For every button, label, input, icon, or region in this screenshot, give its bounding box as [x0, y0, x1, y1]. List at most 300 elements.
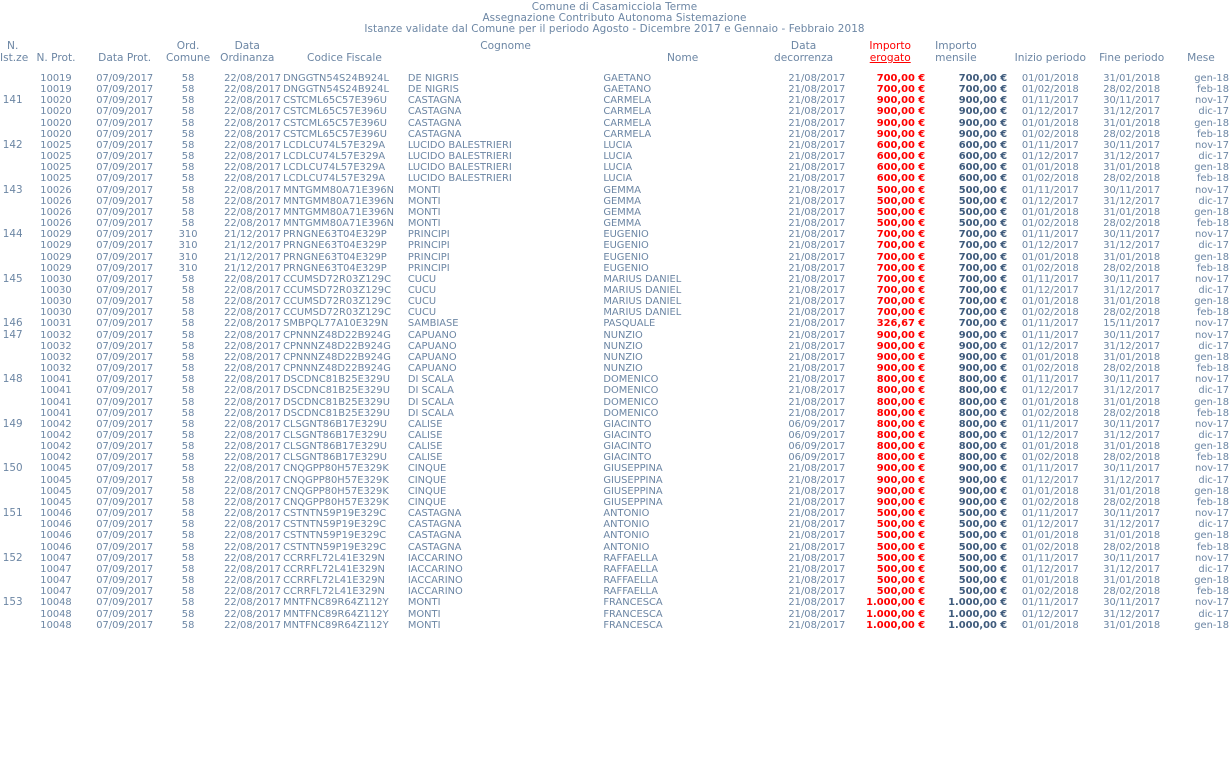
cell-data-prot: 07/09/2017 — [96, 329, 154, 341]
cell-inizio-periodo: 01/02/2018 — [1021, 128, 1079, 140]
cell-fine-periodo: 30/11/2017 — [1103, 418, 1161, 430]
cell-importo-mensile: 600,00 € — [958, 173, 1008, 185]
cell-n-istanze — [0, 118, 25, 129]
cell-n-prot: 10046 — [40, 541, 72, 553]
cell-mese: feb-18 — [1197, 307, 1229, 319]
col-inizio-periodo: Inizio periodo — [1014, 52, 1086, 64]
cell-mese: nov-17 — [1194, 418, 1229, 430]
cell-data-ordinanza: 22/08/2017 — [224, 374, 282, 386]
cell-data-decorrenza: 21/08/2017 — [788, 162, 846, 174]
cell-fine-periodo: 28/02/2018 — [1103, 262, 1161, 274]
cell-data-prot: 07/09/2017 — [96, 508, 154, 520]
cell-n-prot: 10047 — [40, 563, 72, 575]
cell-codice-fiscale: PRNGNE63T04E329P — [283, 229, 387, 241]
cell-mese: nov-17 — [1194, 508, 1229, 520]
cell-importo-erogato: 600,00 € — [876, 162, 926, 174]
cell-codice-fiscale: CPNNNZ48D22B924G — [283, 340, 391, 352]
cell-data-prot: 07/09/2017 — [96, 240, 154, 252]
cell-data-ordinanza: 22/08/2017 — [224, 117, 282, 129]
table-row — [0, 553, 1229, 564]
cell-n-prot: 10019 — [40, 73, 72, 84]
cell-importo-mensile: 900,00 € — [958, 117, 1008, 129]
cell-nome: LUCIA — [603, 139, 633, 151]
cell-cognome: DE NIGRIS — [407, 84, 459, 96]
cell-data-decorrenza: 21/08/2017 — [788, 173, 846, 185]
cell-data-ordinanza: 22/08/2017 — [224, 106, 282, 118]
cell-mese: feb-18 — [1197, 586, 1229, 598]
table-row — [0, 73, 1229, 84]
cell-importo-erogato: 600,00 € — [876, 173, 926, 185]
cell-importo-erogato: 800,00 € — [876, 452, 926, 464]
cell-fine-periodo: 30/11/2017 — [1103, 139, 1161, 151]
cell-mese: dic-17 — [1198, 106, 1229, 118]
table-row — [0, 430, 1229, 441]
cell-codice-fiscale: DSCDNC81B25E329U — [283, 396, 390, 408]
period-title: Istanze validate dal Comune per il periodo Agosto - Dicembre 2017 e Gennaio - Febbraio 2018 — [364, 23, 865, 36]
table-row — [0, 441, 1229, 452]
cell-importo-mensile: 700,00 € — [958, 84, 1008, 96]
cell-data-decorrenza: 21/08/2017 — [788, 329, 846, 341]
cell-importo-mensile: 900,00 € — [958, 329, 1008, 341]
cell-nome: CARMELA — [603, 128, 652, 140]
cell-n-istanze — [0, 173, 25, 184]
cell-codice-fiscale: PRNGNE63T04E329P — [283, 251, 387, 263]
cell-nome: RAFFAELLA — [603, 575, 658, 587]
cell-n-istanze — [0, 397, 25, 408]
cell-importo-mensile: 1.000,00 € — [948, 619, 1008, 631]
cell-codice-fiscale: CSTNTN59P19E329C — [283, 530, 387, 542]
cell-importo-mensile: 700,00 € — [958, 318, 1008, 330]
cell-ord-comune: 58 — [181, 563, 195, 575]
cell-ord-comune: 310 — [178, 262, 198, 274]
cell-fine-periodo: 31/12/2017 — [1103, 340, 1161, 352]
cell-n-istanze — [0, 519, 25, 530]
cell-codice-fiscale: CCUMSD72R03Z129C — [283, 296, 391, 308]
table-row — [0, 519, 1229, 530]
cell-data-ordinanza: 22/08/2017 — [224, 351, 282, 363]
cell-fine-periodo: 31/12/2017 — [1103, 608, 1161, 620]
cell-codice-fiscale: CNQGPP80H57E329K — [283, 496, 389, 508]
table-row — [0, 173, 1229, 184]
cell-data-prot: 07/09/2017 — [96, 162, 154, 174]
cell-n-istanze — [0, 609, 25, 620]
cell-importo-mensile: 700,00 € — [958, 296, 1008, 308]
cell-fine-periodo: 28/02/2018 — [1103, 218, 1161, 230]
cell-codice-fiscale: CSTCML65C57E396U — [283, 106, 387, 118]
cell-n-istanze — [0, 106, 25, 117]
cell-codice-fiscale: CLSGNT86B17E329U — [283, 430, 388, 441]
cell-data-decorrenza: 21/08/2017 — [788, 307, 846, 319]
cell-data-decorrenza: 21/08/2017 — [788, 73, 846, 84]
cell-cognome: PRINCIPI — [407, 240, 450, 252]
cell-cognome: CUCU — [407, 273, 437, 285]
cell-importo-mensile: 1.000,00 € — [948, 597, 1008, 609]
cell-importo-mensile: 900,00 € — [958, 95, 1008, 107]
cell-importo-mensile: 800,00 € — [958, 374, 1008, 386]
cell-data-ordinanza: 22/08/2017 — [224, 619, 282, 631]
cell-ord-comune: 58 — [181, 340, 195, 352]
cell-data-prot: 07/09/2017 — [96, 229, 154, 241]
cell-importo-erogato: 900,00 € — [876, 329, 926, 341]
cell-n-istanze — [0, 385, 25, 396]
cell-ord-comune: 58 — [181, 407, 195, 419]
cell-nome: EUGENIO — [603, 240, 649, 252]
cell-mese: dic-17 — [1198, 474, 1229, 486]
cell-mese: nov-17 — [1194, 463, 1229, 475]
table-row — [0, 285, 1229, 296]
cell-nome: EUGENIO — [603, 251, 649, 263]
cell-importo-erogato: 800,00 € — [876, 418, 926, 430]
cell-data-prot: 07/09/2017 — [96, 106, 154, 118]
table-row — [0, 106, 1229, 117]
document-subtitle: Assegnazione Contributo Autonoma Sistemazione — [482, 12, 747, 25]
cell-mese: nov-17 — [1194, 229, 1229, 241]
cell-data-ordinanza: 22/08/2017 — [224, 363, 282, 375]
cell-importo-erogato: 1.000,00 € — [866, 597, 926, 609]
cell-codice-fiscale: CNQGPP80H57E329K — [283, 463, 389, 475]
cell-inizio-periodo: 01/11/2017 — [1021, 463, 1079, 475]
cell-importo-erogato: 700,00 € — [876, 229, 926, 241]
cell-inizio-periodo: 01/02/2018 — [1021, 307, 1079, 319]
cell-fine-periodo: 28/02/2018 — [1103, 452, 1161, 464]
cell-data-decorrenza: 21/08/2017 — [788, 351, 846, 363]
cell-mese: nov-17 — [1194, 597, 1229, 609]
cell-codice-fiscale: CLSGNT86B17E329U — [283, 441, 388, 453]
cell-cognome: CALISE — [407, 418, 443, 430]
cell-inizio-periodo: 01/12/2017 — [1021, 195, 1079, 207]
cell-importo-erogato: 700,00 € — [876, 73, 926, 84]
cell-mese: dic-17 — [1198, 340, 1229, 352]
cell-mese: gen-18 — [1194, 485, 1229, 497]
cell-cognome: IACCARINO — [407, 563, 463, 575]
cell-data-prot: 07/09/2017 — [96, 407, 154, 419]
table-row — [0, 185, 1229, 196]
cell-codice-fiscale: LCDLCU74L57E329A — [283, 162, 386, 174]
cell-data-ordinanza: 22/08/2017 — [224, 530, 282, 542]
cell-data-ordinanza: 22/08/2017 — [224, 184, 282, 196]
cell-importo-erogato: 700,00 € — [876, 273, 926, 285]
cell-n-istanze — [0, 352, 25, 363]
cell-mese: gen-18 — [1194, 619, 1229, 631]
cell-fine-periodo: 30/11/2017 — [1103, 374, 1161, 386]
table-row — [0, 363, 1229, 374]
cell-importo-mensile: 500,00 € — [958, 575, 1008, 587]
cell-data-ordinanza: 22/08/2017 — [224, 284, 282, 296]
cell-n-prot: 10026 — [40, 195, 72, 207]
cell-importo-erogato: 500,00 € — [876, 184, 926, 196]
cell-data-prot: 07/09/2017 — [96, 530, 154, 542]
table-row — [0, 620, 1229, 631]
cell-importo-erogato: 326,67 € — [876, 318, 926, 330]
cell-importo-erogato: 500,00 € — [876, 519, 926, 531]
cell-nome: EUGENIO — [603, 229, 649, 241]
cell-ord-comune: 310 — [178, 240, 198, 252]
cell-data-prot: 07/09/2017 — [96, 340, 154, 352]
table-row — [0, 229, 1229, 240]
cell-ord-comune: 58 — [181, 508, 195, 520]
cell-data-prot: 07/09/2017 — [96, 619, 154, 631]
cell-importo-erogato: 700,00 € — [876, 296, 926, 308]
cell-fine-periodo: 31/01/2018 — [1103, 619, 1161, 631]
cell-data-prot: 07/09/2017 — [96, 307, 154, 319]
cell-importo-erogato: 900,00 € — [876, 496, 926, 508]
cell-inizio-periodo: 01/02/2018 — [1021, 407, 1079, 419]
cell-importo-erogato: 900,00 € — [876, 340, 926, 352]
cell-mese: feb-18 — [1197, 541, 1229, 553]
table-row — [0, 352, 1229, 363]
cell-cognome: CASTAGNA — [407, 530, 462, 542]
cell-importo-mensile: 800,00 € — [958, 452, 1008, 464]
cell-importo-erogato: 900,00 € — [876, 106, 926, 118]
cell-nome: GIUSEPPINA — [603, 485, 663, 497]
cell-nome: NUNZIO — [603, 340, 643, 352]
cell-ord-comune: 58 — [181, 195, 195, 207]
cell-nome: EUGENIO — [603, 262, 649, 274]
cell-data-decorrenza: 21/08/2017 — [788, 296, 846, 308]
cell-n-prot: 10029 — [40, 229, 72, 241]
cell-ord-comune: 58 — [181, 329, 195, 341]
cell-data-decorrenza: 21/08/2017 — [788, 575, 846, 587]
cell-fine-periodo: 30/11/2017 — [1103, 508, 1161, 520]
cell-data-ordinanza: 22/08/2017 — [224, 407, 282, 419]
cell-fine-periodo: 15/11/2017 — [1103, 318, 1161, 330]
cell-data-decorrenza: 21/08/2017 — [788, 463, 846, 475]
cell-data-prot: 07/09/2017 — [96, 496, 154, 508]
cell-nome: DOMENICO — [603, 396, 659, 408]
cell-mese: nov-17 — [1194, 329, 1229, 341]
cell-codice-fiscale: LCDLCU74L57E329A — [283, 139, 386, 151]
cell-importo-mensile: 500,00 € — [958, 552, 1008, 564]
cell-nome: GIUSEPPINA — [603, 496, 663, 508]
cell-data-ordinanza: 22/08/2017 — [224, 162, 282, 174]
cell-data-prot: 07/09/2017 — [96, 351, 154, 363]
cell-importo-erogato: 500,00 € — [876, 552, 926, 564]
table-row — [0, 95, 1229, 106]
cell-cognome: DI SCALA — [407, 407, 454, 419]
cell-importo-mensile: 900,00 € — [958, 485, 1008, 497]
cell-importo-mensile: 500,00 € — [958, 206, 1008, 218]
cell-mese: nov-17 — [1194, 95, 1229, 107]
cell-nome: RAFFAELLA — [603, 552, 658, 564]
cell-codice-fiscale: CSTNTN59P19E329C — [283, 541, 387, 553]
cell-importo-erogato: 900,00 € — [876, 363, 926, 375]
cell-inizio-periodo: 01/12/2017 — [1021, 519, 1079, 531]
cell-nome: LUCIA — [603, 151, 633, 163]
cell-importo-erogato: 900,00 € — [876, 351, 926, 363]
cell-data-decorrenza: 21/08/2017 — [788, 218, 846, 230]
cell-codice-fiscale: MNTGMM80A71E396N — [283, 218, 395, 230]
cell-inizio-periodo: 01/11/2017 — [1021, 95, 1079, 107]
cell-inizio-periodo: 01/01/2018 — [1021, 296, 1079, 308]
cell-data-prot: 07/09/2017 — [96, 262, 154, 274]
cell-codice-fiscale: CLSGNT86B17E329U — [283, 452, 388, 464]
cell-nome: CARMELA — [603, 106, 652, 118]
cell-n-prot: 10041 — [40, 396, 72, 408]
cell-fine-periodo: 31/12/2017 — [1103, 474, 1161, 486]
cell-n-istanze — [0, 296, 25, 307]
cell-mese: feb-18 — [1197, 262, 1229, 274]
cell-data-prot: 07/09/2017 — [96, 195, 154, 207]
cell-n-prot: 10042 — [40, 441, 72, 453]
cell-nome: GIACINTO — [603, 441, 652, 453]
cell-n-prot: 10030 — [40, 307, 72, 319]
cell-fine-periodo: 31/12/2017 — [1103, 151, 1161, 163]
cell-nome: ANTONIO — [603, 541, 650, 553]
cell-data-ordinanza: 22/08/2017 — [224, 552, 282, 564]
cell-ord-comune: 58 — [181, 184, 195, 196]
cell-importo-mensile: 500,00 € — [958, 218, 1008, 230]
cell-fine-periodo: 30/11/2017 — [1103, 597, 1161, 609]
cell-inizio-periodo: 01/11/2017 — [1021, 418, 1079, 430]
cell-data-ordinanza: 22/08/2017 — [224, 474, 282, 486]
cell-ord-comune: 58 — [181, 151, 195, 163]
cell-ord-comune: 58 — [181, 162, 195, 174]
cell-ord-comune: 58 — [181, 296, 195, 308]
cell-codice-fiscale: DSCDNC81B25E329U — [283, 407, 390, 419]
cell-codice-fiscale: MNTFNC89R64Z112Y — [283, 619, 389, 631]
cell-ord-comune: 58 — [181, 418, 195, 430]
cell-ord-comune: 58 — [181, 452, 195, 464]
cell-codice-fiscale: CPNNNZ48D22B924G — [283, 351, 391, 363]
cell-codice-fiscale: CSTCML65C57E396U — [283, 95, 387, 107]
cell-data-decorrenza: 21/08/2017 — [788, 340, 846, 352]
cell-importo-mensile: 500,00 € — [958, 184, 1008, 196]
cell-ord-comune: 58 — [181, 552, 195, 564]
cell-cognome: LUCIDO BALESTRIERI — [407, 173, 512, 185]
cell-codice-fiscale: DNGGTN54S24B924L — [283, 73, 389, 84]
cell-mese: feb-18 — [1197, 128, 1229, 140]
cell-cognome: CASTAGNA — [407, 541, 462, 553]
cell-data-decorrenza: 21/08/2017 — [788, 318, 846, 330]
table-row — [0, 586, 1229, 597]
cell-nome: LUCIA — [603, 162, 633, 174]
cell-data-decorrenza: 06/09/2017 — [788, 452, 846, 464]
cell-data-decorrenza: 21/08/2017 — [788, 586, 846, 598]
cell-cognome: CALISE — [407, 452, 443, 464]
table-row — [0, 397, 1229, 408]
cell-importo-mensile: 600,00 € — [958, 151, 1008, 163]
table-row — [0, 330, 1229, 341]
cell-data-decorrenza: 21/08/2017 — [788, 563, 846, 575]
cell-n-prot: 10042 — [40, 452, 72, 464]
cell-cognome: PRINCIPI — [407, 262, 450, 274]
cell-ord-comune: 58 — [181, 396, 195, 408]
cell-data-decorrenza: 21/08/2017 — [788, 508, 846, 520]
table-row — [0, 609, 1229, 620]
cell-n-prot: 10045 — [40, 463, 72, 475]
cell-importo-erogato: 900,00 € — [876, 463, 926, 475]
cell-data-decorrenza: 06/09/2017 — [788, 418, 846, 430]
cell-data-decorrenza: 21/08/2017 — [788, 84, 846, 96]
cell-inizio-periodo: 01/11/2017 — [1021, 552, 1079, 564]
cell-data-ordinanza: 22/08/2017 — [224, 485, 282, 497]
cell-n-istanze — [0, 575, 25, 586]
cell-nome: GEMMA — [603, 218, 642, 230]
cell-n-prot: 10032 — [40, 340, 72, 352]
cell-codice-fiscale: CCRRFL72L41E329N — [283, 586, 385, 598]
cell-data-ordinanza: 22/08/2017 — [224, 575, 282, 587]
cell-fine-periodo: 31/01/2018 — [1103, 73, 1161, 84]
cell-importo-mensile: 800,00 € — [958, 396, 1008, 408]
cell-fine-periodo: 31/01/2018 — [1103, 117, 1161, 129]
cell-data-ordinanza: 22/08/2017 — [224, 95, 282, 107]
cell-mese: dic-17 — [1198, 284, 1229, 296]
cell-data-decorrenza: 21/08/2017 — [788, 597, 846, 609]
cell-data-ordinanza: 22/08/2017 — [224, 84, 282, 96]
cell-data-decorrenza: 21/08/2017 — [788, 474, 846, 486]
cell-nome: NUNZIO — [603, 351, 643, 363]
cell-mese: dic-17 — [1198, 151, 1229, 163]
cell-inizio-periodo: 01/02/2018 — [1021, 363, 1079, 375]
cell-cognome: CINQUE — [407, 496, 447, 508]
cell-mese: nov-17 — [1194, 184, 1229, 196]
cell-n-istanze — [0, 441, 25, 452]
cell-data-prot: 07/09/2017 — [96, 430, 154, 441]
cell-codice-fiscale: MNTFNC89R64Z112Y — [283, 608, 389, 620]
cell-importo-mensile: 700,00 € — [958, 284, 1008, 296]
cell-cognome: DE NIGRIS — [407, 73, 459, 84]
cell-cognome: CUCU — [407, 284, 437, 296]
cell-data-ordinanza: 22/08/2017 — [224, 318, 282, 330]
cell-codice-fiscale: MNTGMM80A71E396N — [283, 195, 395, 207]
cell-cognome: PRINCIPI — [407, 251, 450, 263]
table-row — [0, 196, 1229, 207]
cell-n-prot: 10041 — [40, 385, 72, 397]
cell-importo-erogato: 500,00 € — [876, 508, 926, 520]
cell-data-ordinanza: 21/12/2017 — [224, 240, 282, 252]
cell-data-ordinanza: 22/08/2017 — [224, 73, 282, 84]
cell-codice-fiscale: CNQGPP80H57E329K — [283, 474, 389, 486]
cell-n-prot: 10041 — [40, 407, 72, 419]
table-row — [0, 542, 1229, 553]
cell-n-prot: 10025 — [40, 139, 72, 151]
cell-data-prot: 07/09/2017 — [96, 374, 154, 386]
cell-ord-comune: 58 — [181, 173, 195, 185]
cell-n-istanze: 151 — [2, 507, 23, 520]
cell-fine-periodo: 30/11/2017 — [1103, 95, 1161, 107]
cell-importo-mensile: 800,00 € — [958, 407, 1008, 419]
table-row — [0, 84, 1229, 95]
cell-inizio-periodo: 01/02/2018 — [1021, 496, 1079, 508]
cell-ord-comune: 58 — [181, 541, 195, 553]
cell-data-prot: 07/09/2017 — [96, 84, 154, 96]
cell-importo-erogato: 900,00 € — [876, 95, 926, 107]
cell-mese: feb-18 — [1197, 496, 1229, 508]
cell-data-prot: 07/09/2017 — [96, 128, 154, 140]
cell-inizio-periodo: 01/11/2017 — [1021, 329, 1079, 341]
cell-fine-periodo: 28/02/2018 — [1103, 586, 1161, 598]
cell-codice-fiscale: CSTNTN59P19E329C — [283, 508, 387, 520]
cell-importo-mensile: 900,00 € — [958, 106, 1008, 118]
cell-cognome: IACCARINO — [407, 586, 463, 598]
cell-data-prot: 07/09/2017 — [96, 396, 154, 408]
cell-cognome: CASTAGNA — [407, 519, 462, 531]
cell-cognome: CAPUANO — [407, 329, 457, 341]
cell-importo-erogato: 500,00 € — [876, 195, 926, 207]
cell-data-ordinanza: 22/08/2017 — [224, 151, 282, 163]
table-row — [0, 162, 1229, 173]
cell-inizio-periodo: 01/02/2018 — [1021, 586, 1079, 598]
cell-inizio-periodo: 01/11/2017 — [1021, 318, 1079, 330]
cell-fine-periodo: 31/01/2018 — [1103, 351, 1161, 363]
cell-importo-mensile: 700,00 € — [958, 229, 1008, 241]
cell-cognome: CINQUE — [407, 485, 447, 497]
cell-inizio-periodo: 01/12/2017 — [1021, 608, 1079, 620]
cell-ord-comune: 58 — [181, 128, 195, 140]
cell-fine-periodo: 31/12/2017 — [1103, 563, 1161, 575]
cell-codice-fiscale: DSCDNC81B25E329U — [283, 374, 390, 386]
cell-cognome: MONTI — [407, 195, 441, 207]
